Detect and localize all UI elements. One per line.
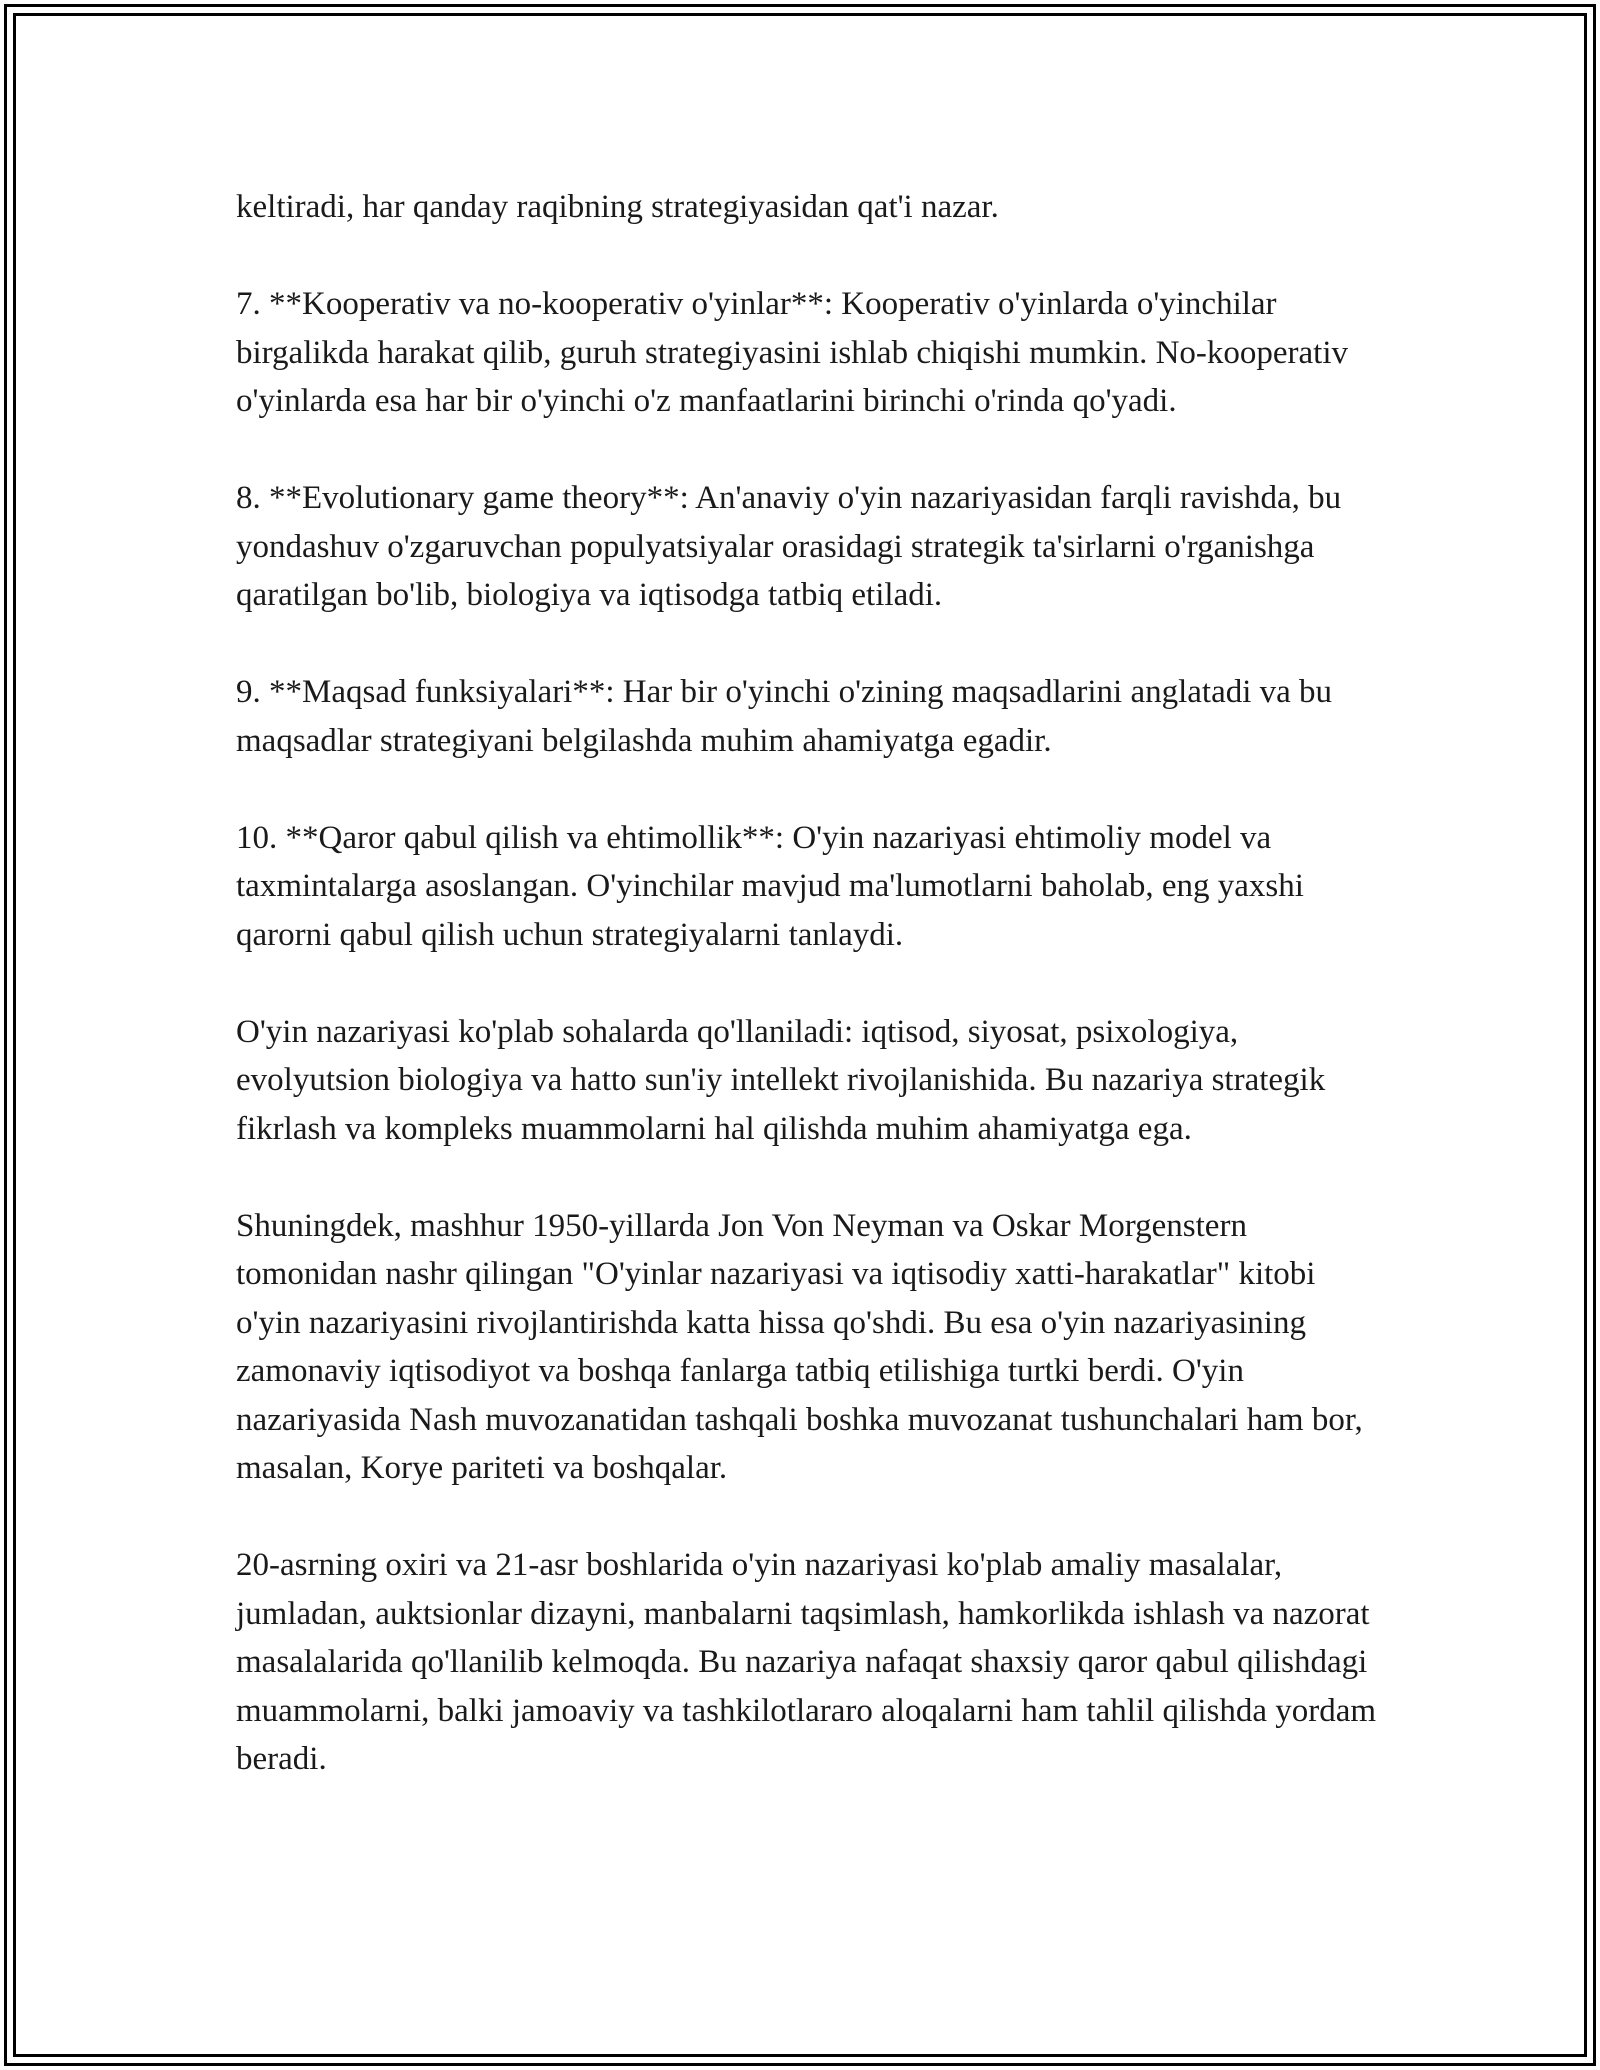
- paragraph-item-9: 9. **Maqsad funksiyalari**: Har bir o'yinchi o'zining maqsadlarini anglatadi va bu maqsadlar strategiyani belgilashda muhim ahamiyatga egadir.: [236, 674, 1333, 759]
- paragraph-continuation: keltiradi, har qanday raqibning strategiyasidan qat'i nazar.: [236, 189, 999, 225]
- document-body: [236, 183, 1386, 1784]
- paragraph-modern-use: 20-asrning oxiri va 21-asr boshlarida o'yin nazariyasi ko'plab amaliy masalalar, jumladan, auktsionlar dizayni, manbalarni taqsimlash, hamkorlikda ishlash va nazorat masalalarida qo'llanilib kelmoqda. Bu nazariya nafaqat shaxsiy qaror qabul qilishdagi muammolarni, balki jamoaviy va tashkilotlararo aloqalarni ham tahlil qilishda yordam beradi.: [236, 1547, 1377, 1777]
- paragraph-item-7: 7. **Kooperativ va no-kooperativ o'yinlar**: Kooperativ o'yinlarda o'yinchilar birgalikda harakat qilib, guruh strategiyasini ishlab chiqishi mumkin. No-kooperativ o'yinlarda esa har bir o'yinchi o'z manfaatlarini birinchi o'rinda qo'yadi.: [236, 286, 1349, 419]
- paragraph-applications: O'yin nazariyasi ko'plab sohalarda qo'llaniladi: iqtisod, siyosat, psixologiya, evolyutsion biologiya va hatto sun'iy intellekt rivojlanishida. Bu nazariya strategik fikrlash va kompleks muammolarni hal qilishda muhim ahamiyatga ega.: [236, 1013, 1326, 1147]
- paragraph-item-10: 10. **Qaror qabul qilish va ehtimollik**: O'yin nazariyasi ehtimoliy model va taxmintalarga asoslangan. O'yinchilar mavjud ma'lumotlarni baholab, eng yaxshi qarorni qabul qilish uchun strategiyalarni tanlaydi.: [236, 819, 1304, 953]
- paragraph-item-8: 8. **Evolutionary game theory**: An'anaviy o'yin nazariyasidan farqli ravishda, bu yondashuv o'zgaruvchan populyatsiyalar orasidagi strategik ta'sirlarni o'rganishga qaratilgan bo'lib, biologiya va iqtisodga tatbiq etiladi.: [236, 480, 1342, 613]
- paragraph-history: Shuningdek, mashhur 1950-yillarda Jon Von Neyman va Oskar Morgenstern tomonidan nashr qilingan "O'yinlar nazariyasi va iqtisodiy xatti-harakatlar" kitobi o'yin nazariyasini rivojlantirishda katta hissa qo'shdi. Bu esa o'yin nazariyasining zamonaviy iqtisodiyot va boshqa fanlarga tatbiq etilishiga turtki berdi. O'yin nazariyasida Nash muvozanatidan tashqali boshka muvozanat tushunchalari ham bor, masalan, Korye pariteti va boshqalar.: [236, 1207, 1363, 1486]
